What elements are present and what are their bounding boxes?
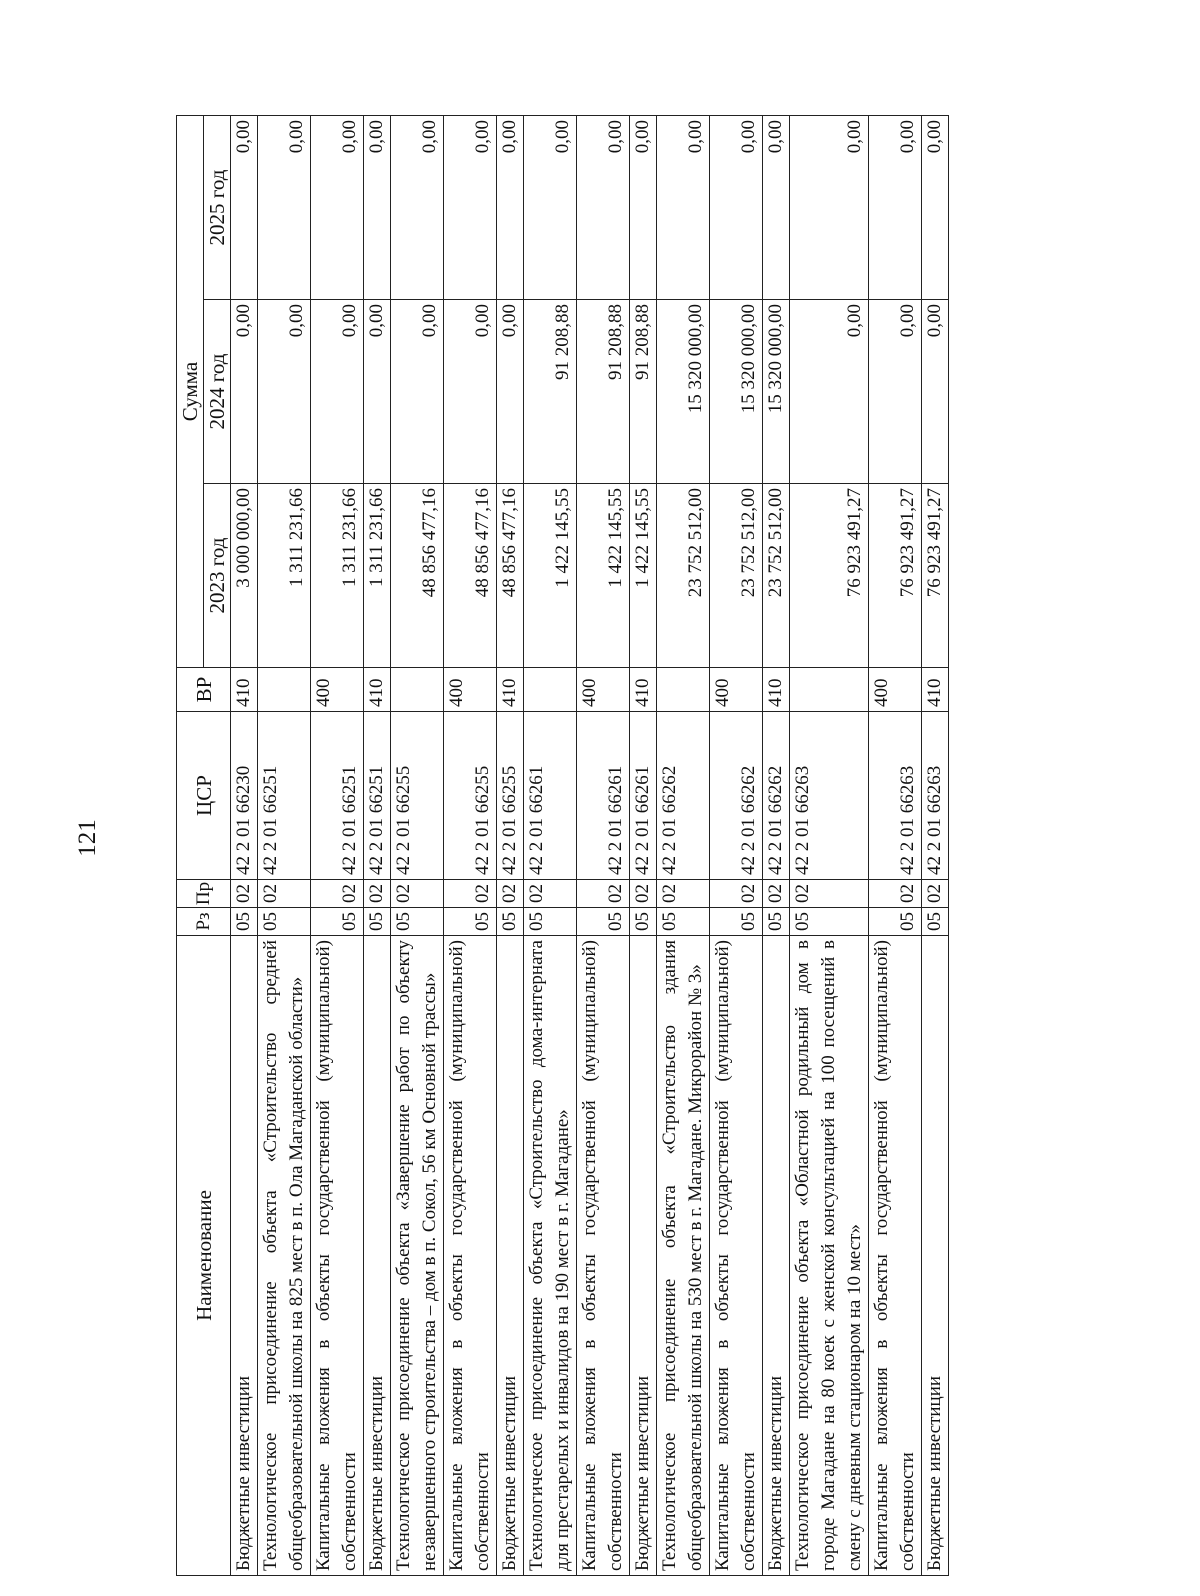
table-row — [364, 115, 391, 1575]
row-pr: 02 — [497, 880, 524, 908]
row-csr: 42 2 01 66263 — [790, 712, 869, 880]
row-csr: 42 2 01 66255 — [391, 712, 444, 880]
table-row — [630, 115, 657, 1575]
row-vr: 400 — [710, 668, 763, 712]
table-row — [577, 115, 630, 1575]
row-sum-2024: 15 320 000,00 — [657, 300, 710, 484]
row-rz: 05 — [922, 908, 949, 936]
row-sum-2025: 0,00 — [311, 115, 364, 299]
header-name: Наименование — [177, 936, 231, 1576]
header-2025: 2025 год — [204, 115, 231, 299]
page-number: 121 — [74, 819, 101, 857]
table-row — [922, 115, 949, 1575]
row-vr: 410 — [364, 668, 391, 712]
row-name: Бюджетные инвестиции — [364, 936, 391, 1576]
table-row — [790, 115, 869, 1575]
row-sum-2025: 0,00 — [497, 115, 524, 299]
row-sum-2025: 0,00 — [763, 115, 790, 299]
row-rz: 05 — [311, 908, 364, 936]
row-sum-2025: 0,00 — [657, 115, 710, 299]
row-name: Технологическое присоединение объекта «Строительство здания общеобразовательной школы на 530 мест в г. Магадане. Микрорайон № 3» — [657, 936, 710, 1576]
row-pr: 02 — [311, 880, 364, 908]
table-row — [231, 115, 258, 1575]
row-pr: 02 — [657, 880, 710, 908]
row-sum-2025: 0,00 — [258, 115, 311, 299]
row-vr: 410 — [231, 668, 258, 712]
row-sum-2023: 23 752 512,00 — [763, 484, 790, 668]
row-csr: 42 2 01 66255 — [497, 712, 524, 880]
row-sum-2023: 1 422 145,55 — [577, 484, 630, 668]
row-vr: 400 — [311, 668, 364, 712]
header-sum: Сумма — [177, 115, 204, 667]
row-sum-2024: 15 320 000,00 — [763, 300, 790, 484]
row-rz: 05 — [258, 908, 311, 936]
header-2024: 2024 год — [204, 300, 231, 484]
table-row — [763, 115, 790, 1575]
row-sum-2023: 1 422 145,55 — [630, 484, 657, 668]
row-csr: 42 2 01 66255 — [444, 712, 497, 880]
row-pr: 02 — [577, 880, 630, 908]
row-sum-2023: 76 923 491,27 — [922, 484, 949, 668]
budget-table — [176, 115, 949, 1576]
row-sum-2024: 0,00 — [497, 300, 524, 484]
row-rz: 05 — [497, 908, 524, 936]
row-csr: 42 2 01 66251 — [364, 712, 391, 880]
row-vr: 410 — [630, 668, 657, 712]
row-name: Бюджетные инвестиции — [763, 936, 790, 1576]
row-sum-2023: 48 856 477,16 — [497, 484, 524, 668]
row-vr: 410 — [497, 668, 524, 712]
row-pr: 02 — [790, 880, 869, 908]
row-sum-2023: 76 923 491,27 — [869, 484, 922, 668]
row-pr: 02 — [869, 880, 922, 908]
table-row — [444, 115, 497, 1575]
row-sum-2023: 3 000 000,00 — [231, 484, 258, 668]
row-csr: 42 2 01 66263 — [922, 712, 949, 880]
row-sum-2024: 0,00 — [311, 300, 364, 484]
row-csr: 42 2 01 66262 — [763, 712, 790, 880]
row-rz: 05 — [763, 908, 790, 936]
row-sum-2023: 1 422 145,55 — [524, 484, 577, 668]
header-vr: ВР — [177, 668, 231, 712]
row-csr: 42 2 01 66263 — [869, 712, 922, 880]
row-rz: 05 — [444, 908, 497, 936]
row-csr: 42 2 01 66251 — [258, 712, 311, 880]
row-rz: 05 — [231, 908, 258, 936]
table-row — [657, 115, 710, 1575]
row-pr: 02 — [231, 880, 258, 908]
row-sum-2024: 0,00 — [231, 300, 258, 484]
row-rz: 05 — [391, 908, 444, 936]
row-rz: 05 — [869, 908, 922, 936]
row-csr: 42 2 01 66230 — [231, 712, 258, 880]
row-sum-2024: 0,00 — [790, 300, 869, 484]
row-sum-2023: 76 923 491,27 — [790, 484, 869, 668]
row-name: Бюджетные инвестиции — [922, 936, 949, 1576]
row-vr: 400 — [444, 668, 497, 712]
row-csr: 42 2 01 66251 — [311, 712, 364, 880]
row-name: Капитальные вложения в объекты государственной (муниципальной) собственности — [869, 936, 922, 1576]
row-pr: 02 — [524, 880, 577, 908]
row-rz: 05 — [524, 908, 577, 936]
table-body — [231, 115, 949, 1575]
row-vr — [790, 668, 869, 712]
row-sum-2023: 23 752 512,00 — [710, 484, 763, 668]
row-name: Бюджетные инвестиции — [231, 936, 258, 1576]
row-sum-2023: 48 856 477,16 — [444, 484, 497, 668]
row-rz: 05 — [577, 908, 630, 936]
row-sum-2024: 0,00 — [444, 300, 497, 484]
header-rz: Рз — [177, 908, 231, 936]
row-sum-2023: 23 752 512,00 — [657, 484, 710, 668]
row-sum-2024: 0,00 — [391, 300, 444, 484]
row-name: Капитальные вложения в объекты государственной (муниципальной) собственности — [577, 936, 630, 1576]
row-csr: 42 2 01 66261 — [524, 712, 577, 880]
table-row — [869, 115, 922, 1575]
row-sum-2025: 0,00 — [231, 115, 258, 299]
row-pr: 02 — [630, 880, 657, 908]
table-row — [258, 115, 311, 1575]
row-sum-2024: 91 208,88 — [524, 300, 577, 484]
row-sum-2024: 91 208,88 — [630, 300, 657, 484]
table-rotated — [176, 116, 1076, 1576]
row-vr: 400 — [869, 668, 922, 712]
row-csr: 42 2 01 66261 — [577, 712, 630, 880]
row-rz: 05 — [364, 908, 391, 936]
row-csr: 42 2 01 66262 — [657, 712, 710, 880]
row-sum-2024: 0,00 — [869, 300, 922, 484]
row-sum-2025: 0,00 — [790, 115, 869, 299]
row-sum-2025: 0,00 — [630, 115, 657, 299]
table-row — [391, 115, 444, 1575]
row-pr: 02 — [391, 880, 444, 908]
row-rz: 05 — [657, 908, 710, 936]
header-pr: Пр — [177, 880, 231, 908]
row-sum-2023: 1 311 231,66 — [364, 484, 391, 668]
header-2023: 2023 год — [204, 484, 231, 668]
row-pr: 02 — [922, 880, 949, 908]
row-vr — [524, 668, 577, 712]
row-vr: 410 — [763, 668, 790, 712]
row-pr: 02 — [364, 880, 391, 908]
table-frame — [176, 116, 1076, 1576]
row-name: Технологическое присоединение объекта «Строительство дома-интерната для престарелых и инвалидов на 190 мест в г. Магадане» — [524, 936, 577, 1576]
row-name: Технологическое присоединение объекта «Строительство средней общеобразовательной школы на 825 мест в п. Ола Магаданской области» — [258, 936, 311, 1576]
row-sum-2025: 0,00 — [922, 115, 949, 299]
row-sum-2023: 48 856 477,16 — [391, 484, 444, 668]
row-pr: 02 — [444, 880, 497, 908]
row-rz: 05 — [630, 908, 657, 936]
row-vr: 410 — [922, 668, 949, 712]
row-sum-2024: 0,00 — [258, 300, 311, 484]
row-name: Бюджетные инвестиции — [630, 936, 657, 1576]
row-vr — [258, 668, 311, 712]
row-sum-2025: 0,00 — [364, 115, 391, 299]
row-csr: 42 2 01 66261 — [630, 712, 657, 880]
row-sum-2025: 0,00 — [710, 115, 763, 299]
row-name: Капитальные вложения в объекты государственной (муниципальной) собственности — [444, 936, 497, 1576]
row-sum-2025: 0,00 — [524, 115, 577, 299]
row-sum-2025: 0,00 — [577, 115, 630, 299]
row-pr: 02 — [710, 880, 763, 908]
row-name: Капитальные вложения в объекты государственной (муниципальной) собственности — [311, 936, 364, 1576]
row-name: Капитальные вложения в объекты государственной (муниципальной) собственности — [710, 936, 763, 1576]
row-rz: 05 — [790, 908, 869, 936]
row-sum-2024: 91 208,88 — [577, 300, 630, 484]
row-name: Технологическое присоединение объекта «Завершение работ по объекту незавершенного строительства – дом в п. Сокол, 56 км Основной трассы» — [391, 936, 444, 1576]
header-csr: ЦСР — [177, 712, 231, 880]
row-name: Бюджетные инвестиции — [497, 936, 524, 1576]
row-rz: 05 — [710, 908, 763, 936]
table-row — [524, 115, 577, 1575]
row-sum-2023: 1 311 231,66 — [258, 484, 311, 668]
row-pr: 02 — [763, 880, 790, 908]
row-sum-2024: 0,00 — [922, 300, 949, 484]
row-sum-2024: 0,00 — [364, 300, 391, 484]
table-row — [311, 115, 364, 1575]
row-csr: 42 2 01 66262 — [710, 712, 763, 880]
row-sum-2025: 0,00 — [444, 115, 497, 299]
row-vr: 400 — [577, 668, 630, 712]
row-sum-2025: 0,00 — [391, 115, 444, 299]
row-sum-2025: 0,00 — [869, 115, 922, 299]
row-sum-2023: 1 311 231,66 — [311, 484, 364, 668]
row-vr — [657, 668, 710, 712]
row-name: Технологическое присоединение объекта «Областной родильный дом в городе Магадане на 80 коек с женской консультацией на 100 посещений в смену с дневным стационаром на 10 мест» — [790, 936, 869, 1576]
table-row — [497, 115, 524, 1575]
row-pr: 02 — [258, 880, 311, 908]
row-sum-2024: 15 320 000,00 — [710, 300, 763, 484]
row-vr — [391, 668, 444, 712]
table-row — [710, 115, 763, 1575]
